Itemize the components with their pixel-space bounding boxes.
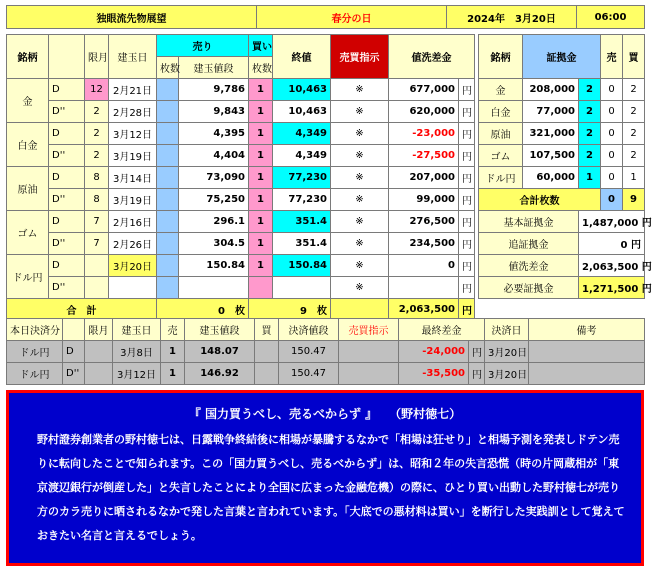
entry-date: 3月20日	[109, 255, 157, 277]
pnl-value: 234,500	[389, 233, 459, 255]
header-signal: 売買指示	[331, 35, 389, 79]
contract-month: 8	[85, 189, 109, 211]
signal-mark: ※	[331, 255, 389, 277]
closed-signal	[339, 341, 399, 363]
position-row	[7, 189, 475, 211]
header-buy-qty: 枚数	[249, 57, 273, 79]
pnl-yen: 円	[459, 233, 475, 255]
margin-value: 77,000	[523, 101, 579, 123]
close-price: 10,463	[273, 101, 331, 123]
side-total-label: 合計枚数	[479, 189, 601, 211]
entry-price: 4,395	[179, 123, 249, 145]
signal-mark: ※	[331, 145, 389, 167]
position-row	[7, 79, 475, 101]
margin-sell: 0	[601, 79, 623, 101]
signal-mark: ※	[331, 79, 389, 101]
side-header-buy: 買	[623, 35, 645, 79]
summary-value	[579, 211, 652, 233]
closed-month	[85, 341, 113, 363]
contract-month	[85, 255, 109, 277]
entry-price: 4,404	[179, 145, 249, 167]
contract-month: 2	[85, 123, 109, 145]
summary-amount: 1,271,500	[582, 284, 639, 295]
buy-qty: 1	[249, 79, 273, 101]
summary-label: 必要証拠金	[479, 277, 579, 299]
closed-product: ドル円	[7, 341, 63, 363]
buy-qty: 1	[249, 189, 273, 211]
closed-price: 148.07	[185, 341, 255, 363]
product-name: 白金	[7, 123, 49, 167]
header-bar	[6, 5, 645, 29]
closed-date: 3月12日	[113, 363, 161, 385]
closed-header-month: 限月	[85, 319, 113, 341]
product-name: ドル円	[7, 255, 49, 299]
sell-qty	[157, 101, 179, 123]
margin-product: ゴム	[479, 145, 523, 167]
positions-table	[6, 34, 475, 321]
buy-qty: 1	[249, 145, 273, 167]
month-code: D	[49, 211, 85, 233]
entry-price: 73,090	[179, 167, 249, 189]
header-price: 建玉値段	[179, 57, 249, 79]
buy-qty: 1	[249, 167, 273, 189]
buy-qty: 1	[249, 123, 273, 145]
side-header-meigara: 銘柄	[479, 35, 523, 79]
summary-yen: 円	[641, 262, 652, 273]
side-total-sell: 0	[601, 189, 623, 211]
summary-value	[579, 277, 652, 299]
closed-note	[529, 341, 645, 363]
entry-price: 296.1	[179, 211, 249, 233]
header-tateyobi: 建玉日	[109, 35, 157, 79]
header-code	[49, 35, 85, 79]
closed-header-label: 本日決済分	[7, 319, 63, 341]
closed-pnl: -24,000	[399, 341, 469, 363]
entry-date: 3月14日	[109, 167, 157, 189]
pnl-yen: 円	[459, 277, 475, 299]
margin-sell: 0	[601, 145, 623, 167]
closed-settle-date: 3月20日	[485, 363, 529, 385]
sell-qty	[157, 167, 179, 189]
entry-date: 2月16日	[109, 211, 157, 233]
summary-row	[479, 233, 645, 255]
entry-price: 9,786	[179, 79, 249, 101]
position-row	[7, 145, 475, 167]
side-header-sell: 売	[601, 35, 623, 79]
closed-yen: 円	[469, 363, 485, 385]
sell-qty	[157, 79, 179, 101]
margin-row	[479, 167, 645, 189]
month-code: D	[49, 79, 85, 101]
total-label: 合 計	[7, 299, 157, 321]
sell-qty	[157, 255, 179, 277]
signal-mark: ※	[331, 123, 389, 145]
closed-header-sell: 売	[161, 319, 185, 341]
closed-row	[7, 341, 645, 363]
day-name: 春分の日	[257, 6, 447, 29]
contract-month: 12	[85, 79, 109, 101]
pnl-value	[389, 277, 459, 299]
sell-qty	[157, 189, 179, 211]
sell-qty	[157, 277, 179, 299]
date-display: 2024年 3月20日	[447, 6, 577, 29]
margin-sell: 0	[601, 123, 623, 145]
pnl-value: -23,000	[389, 123, 459, 145]
entry-date	[109, 277, 157, 299]
position-row	[7, 277, 475, 299]
closed-pnl: -35,500	[399, 363, 469, 385]
closed-buy	[255, 363, 279, 385]
summary-row	[479, 211, 645, 233]
margin-count: 2	[579, 79, 601, 101]
closed-header-signal: 売買指示	[339, 319, 399, 341]
quote-title: 『 国力買うべし、売るべからず 』 （野村徳七）	[188, 407, 462, 421]
margin-value: 321,000	[523, 123, 579, 145]
entry-date: 3月19日	[109, 189, 157, 211]
signal-mark: ※	[331, 101, 389, 123]
signal-mark: ※	[331, 189, 389, 211]
closed-date: 3月8日	[113, 341, 161, 363]
page-title: 独眼流先物展望	[7, 6, 257, 29]
summary-row	[479, 255, 645, 277]
sell-qty	[157, 211, 179, 233]
header-gentsuki: 限月	[85, 35, 109, 79]
closed-sell: 1	[161, 341, 185, 363]
entry-price: 304.5	[179, 233, 249, 255]
margin-value: 107,500	[523, 145, 579, 167]
close-price	[273, 277, 331, 299]
closed-header-note: 備考	[529, 319, 645, 341]
pnl-value: 0	[389, 255, 459, 277]
margin-sell: 0	[601, 101, 623, 123]
header-kai: 買い	[249, 35, 273, 57]
margin-table	[478, 34, 652, 299]
entry-date: 3月12日	[109, 123, 157, 145]
buy-qty: 1	[249, 233, 273, 255]
closed-product: ドル円	[7, 363, 63, 385]
side-total-buy: 9	[623, 189, 645, 211]
sell-qty	[157, 233, 179, 255]
summary-value	[579, 233, 645, 255]
entry-price	[179, 277, 249, 299]
sell-qty	[157, 145, 179, 167]
summary-label: 基本証拠金	[479, 211, 579, 233]
pnl-yen: 円	[459, 145, 475, 167]
month-code: D''	[49, 145, 85, 167]
margin-row	[479, 79, 645, 101]
month-code: D	[49, 167, 85, 189]
margin-count: 2	[579, 101, 601, 123]
closed-price: 146.92	[185, 363, 255, 385]
margin-product: 金	[479, 79, 523, 101]
entry-date: 2月28日	[109, 101, 157, 123]
month-code: D''	[49, 233, 85, 255]
margin-buy: 2	[623, 79, 645, 101]
month-code: D	[49, 255, 85, 277]
summary-amount: 0	[620, 240, 628, 251]
pnl-value: 207,000	[389, 167, 459, 189]
contract-month: 7	[85, 233, 109, 255]
header-meigara: 銘柄	[7, 35, 49, 79]
month-code: D	[49, 123, 85, 145]
margin-row	[479, 101, 645, 123]
total-sell: 0 枚	[157, 299, 249, 321]
contract-month: 8	[85, 167, 109, 189]
position-row	[7, 233, 475, 255]
closed-header-buy: 買	[255, 319, 279, 341]
pnl-yen: 円	[459, 101, 475, 123]
closed-note	[529, 363, 645, 385]
buy-qty	[249, 277, 273, 299]
pnl-yen: 円	[459, 189, 475, 211]
month-code: D''	[49, 101, 85, 123]
pnl-yen: 円	[459, 123, 475, 145]
close-price: 77,230	[273, 167, 331, 189]
signal-mark: ※	[331, 211, 389, 233]
margin-product: 白金	[479, 101, 523, 123]
margin-sell: 0	[601, 167, 623, 189]
position-row	[7, 255, 475, 277]
entry-price: 75,250	[179, 189, 249, 211]
close-price: 351.4	[273, 233, 331, 255]
closed-header-price: 建玉値段	[185, 319, 255, 341]
time-display: 06:00	[577, 6, 645, 29]
pnl-yen: 円	[459, 255, 475, 277]
sell-qty	[157, 123, 179, 145]
closed-yen: 円	[469, 341, 485, 363]
closed-settle: 150.47	[279, 363, 339, 385]
margin-value: 60,000	[523, 167, 579, 189]
signal-mark: ※	[331, 233, 389, 255]
closed-header-pnl: 最終差金	[399, 319, 485, 341]
closed-header-settle-date: 決済日	[485, 319, 529, 341]
position-row	[7, 101, 475, 123]
closed-row	[7, 363, 645, 385]
summary-yen: 円	[641, 218, 652, 229]
entry-date: 2月21日	[109, 79, 157, 101]
close-price: 4,349	[273, 123, 331, 145]
pnl-value: 276,500	[389, 211, 459, 233]
header-sell-qty: 枚数	[157, 57, 179, 79]
contract-month: 2	[85, 145, 109, 167]
pnl-value: -27,500	[389, 145, 459, 167]
closed-header-settle: 決済値段	[279, 319, 339, 341]
margin-buy: 2	[623, 145, 645, 167]
margin-buy: 2	[623, 123, 645, 145]
buy-qty: 1	[249, 255, 273, 277]
pnl-yen: 円	[459, 79, 475, 101]
summary-row	[479, 277, 645, 299]
contract-month	[85, 277, 109, 299]
product-name: 原油	[7, 167, 49, 211]
buy-qty: 1	[249, 101, 273, 123]
side-header-margin: 証拠金	[523, 35, 601, 79]
entry-price: 150.84	[179, 255, 249, 277]
closed-month	[85, 363, 113, 385]
close-price: 10,463	[273, 79, 331, 101]
signal-mark: ※	[331, 277, 389, 299]
quote-box	[6, 390, 644, 566]
header-uri: 売り	[157, 35, 249, 57]
month-code: D''	[49, 277, 85, 299]
close-price: 150.84	[273, 255, 331, 277]
total-pnl: 2,063,500	[389, 299, 459, 321]
margin-buy: 1	[623, 167, 645, 189]
closed-code: D	[63, 341, 85, 363]
closed-settle-date: 3月20日	[485, 341, 529, 363]
buy-qty: 1	[249, 211, 273, 233]
margin-count: 2	[579, 145, 601, 167]
product-name: 金	[7, 79, 49, 123]
summary-amount: 2,063,500	[582, 262, 639, 273]
header-owarine: 終値	[273, 35, 331, 79]
product-name: ゴム	[7, 211, 49, 255]
summary-yen: 円	[631, 240, 641, 251]
quote-body: 野村證券創業者の野村徳七は、日露戦争終結後に相場が暴騰するなかで「相場は狂せり」と相場予測を発表しドテン売りに転向したことで知られます。この「国力買うべし、売るべからず」は、昭和２年の失言恐慌（時の片岡蔵相が「東京渡辺銀行が倒産した」と失言したことにより全国に広まった金融危機）の際に、ひとり買い出動した野村徳七が売り方のカラ売りに晒されるなかで発した言葉と言われています。「大底での悪材料は買い」を断行した実践訓として覚えておきたい名言と言えるでしょう。	[37, 433, 625, 542]
closed-signal	[339, 363, 399, 385]
margin-row	[479, 123, 645, 145]
close-price: 351.4	[273, 211, 331, 233]
closed-header-date: 建玉日	[113, 319, 161, 341]
margin-product: 原油	[479, 123, 523, 145]
total-yen: 円	[459, 299, 475, 321]
entry-price: 9,843	[179, 101, 249, 123]
contract-month: 7	[85, 211, 109, 233]
position-row	[7, 123, 475, 145]
closed-positions-table	[6, 318, 645, 385]
summary-yen: 円	[641, 284, 652, 295]
pnl-value: 99,000	[389, 189, 459, 211]
summary-amount: 1,487,000	[582, 218, 639, 229]
margin-value: 208,000	[523, 79, 579, 101]
summary-label: 値洗差金	[479, 255, 579, 277]
position-row	[7, 167, 475, 189]
position-row	[7, 211, 475, 233]
signal-mark: ※	[331, 167, 389, 189]
total-buy: 9 枚	[249, 299, 331, 321]
closed-sell: 1	[161, 363, 185, 385]
entry-date: 2月26日	[109, 233, 157, 255]
closed-settle: 150.47	[279, 341, 339, 363]
pnl-value: 677,000	[389, 79, 459, 101]
pnl-yen: 円	[459, 211, 475, 233]
closed-header-code	[63, 319, 85, 341]
margin-buy: 2	[623, 101, 645, 123]
margin-count: 1	[579, 167, 601, 189]
summary-label: 追証拠金	[479, 233, 579, 255]
margin-product: ドル円	[479, 167, 523, 189]
pnl-value: 620,000	[389, 101, 459, 123]
close-price: 77,230	[273, 189, 331, 211]
closed-buy	[255, 341, 279, 363]
pnl-yen: 円	[459, 167, 475, 189]
month-code: D''	[49, 189, 85, 211]
closed-code: D''	[63, 363, 85, 385]
contract-month: 2	[85, 101, 109, 123]
margin-count: 2	[579, 123, 601, 145]
summary-value	[579, 255, 652, 277]
close-price: 4,349	[273, 145, 331, 167]
entry-date: 3月19日	[109, 145, 157, 167]
margin-row	[479, 145, 645, 167]
header-netagae: 値洗差金	[389, 35, 475, 79]
